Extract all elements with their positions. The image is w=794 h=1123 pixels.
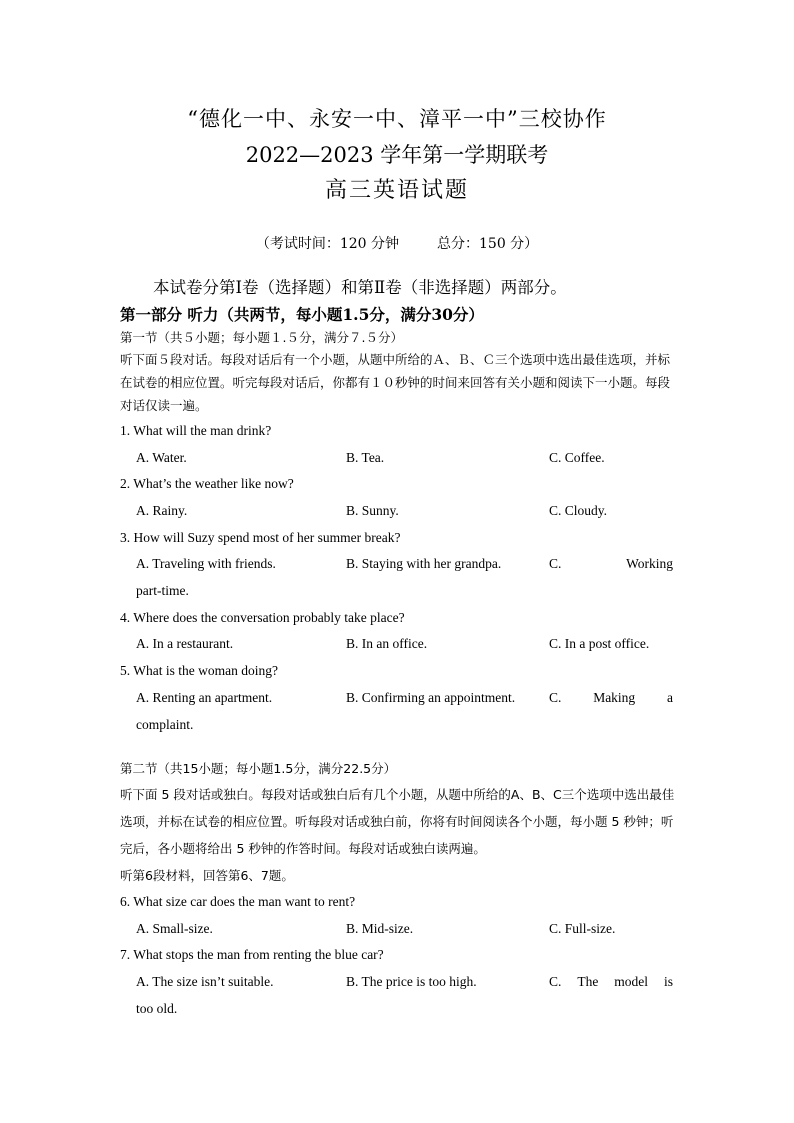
question-7-option-b: B. The price is too high. xyxy=(346,974,477,989)
question-4-option-c: C. In a post office. xyxy=(549,636,650,651)
question-6-option-b: B. Mid-size. xyxy=(346,921,414,936)
question-2-option-c: C. Cloudy. xyxy=(549,503,608,518)
question-3-option-a: A. Traveling with friends. xyxy=(136,556,276,571)
question-5-option-a: A. Renting an apartment. xyxy=(136,690,273,705)
exam-title-schools: “德化一中、永安一中、漳平一中”三校协作 xyxy=(187,107,607,131)
question-2-stem: 2. What’s the weather like now? xyxy=(120,476,294,491)
question-1-option-c: C. Coffee. xyxy=(549,450,605,465)
option-c-word: The xyxy=(577,974,599,989)
option-c-word: is xyxy=(663,974,673,989)
question-7-option-c-continued: too old. xyxy=(136,1001,178,1016)
question-5-option-c-continued: complaint. xyxy=(136,717,194,732)
exam-info xyxy=(0,233,794,253)
question-3-option-c-continued: part-time. xyxy=(136,583,189,598)
part1-heading: 第一部分 听力（共两节，每小题1.5分，满分30分） xyxy=(120,305,484,324)
exam-total-score: 总分：150 分） xyxy=(437,236,539,252)
option-c-word: model xyxy=(614,974,649,989)
question-1-option-a: A. Water. xyxy=(136,450,187,465)
paper-intro: 本试卷分第Ⅰ卷（选择题）和第Ⅱ卷（非选择题）两部分。 xyxy=(153,278,567,297)
option-c-word: a xyxy=(666,690,673,705)
section2-instructions: 听下面 5 段对话或独白。每段对话或独白后有几个小题，从题中所给的A、B、C三个选项中选出最佳选项，并标在试卷的相应位置。听每段对话或独白前，你将有时间阅读各个小题，每小题 5 秒钟；听完后，各小题将给出 5 秒钟的作答时间。每段对话或独白读两遍。 xyxy=(120,787,675,856)
section2-heading: 第二节（共15小题；每小题1.5分，满分22.5分） xyxy=(120,761,397,776)
option-c-text: Working xyxy=(626,556,673,571)
question-7-stem: 7. What stops the man from renting the blue car? xyxy=(120,947,384,962)
question-6-stem: 6. What size car does the man want to rent? xyxy=(120,894,356,909)
question-7-option-a: A. The size isn’t suitable. xyxy=(136,974,274,989)
exam-time: （考试时间：120 分钟 xyxy=(255,236,399,252)
question-3-option-b: B. Staying with her grandpa. xyxy=(346,556,502,571)
option-c-letter: C. xyxy=(549,690,562,705)
question-1-stem: 1. What will the man drink? xyxy=(120,423,272,438)
exam-title-subject: 高三英语试题 xyxy=(324,178,469,203)
question-4-stem: 4. Where does the conversation probably take place? xyxy=(120,610,405,625)
question-1-option-b: B. Tea. xyxy=(346,450,385,465)
question-4-option-b: B. In an office. xyxy=(346,636,428,651)
question-7-option-c xyxy=(549,974,673,990)
section1-instructions: 听下面５段对话。每段对话后有一个小题，从题中所给的Ａ、Ｂ、Ｃ三个选项中选出最佳选项，并标在试卷的相应位置。听完每段对话后，你都有１０秒钟的时间来回答有关小题和阅读下一小题。每段对话仅读一遍。 xyxy=(120,352,671,413)
option-c-letter: C. xyxy=(549,556,562,571)
section1-heading: 第一节（共５小题；每小题１.５分，满分７.５分） xyxy=(120,330,403,345)
question-2-option-a: A. Rainy. xyxy=(136,503,188,518)
question-5-option-b: B. Confirming an appointment. xyxy=(346,690,516,705)
question-4-option-a: A. In a restaurant. xyxy=(136,636,234,651)
question-5-stem: 5. What is the woman doing? xyxy=(120,663,278,678)
section2-material-note: 听第6段材料，回答第6、7题。 xyxy=(120,868,294,883)
option-c-letter: C. xyxy=(549,974,562,989)
question-5-option-c xyxy=(549,690,673,706)
question-6-option-a: A. Small-size. xyxy=(136,921,213,936)
option-c-word: Making xyxy=(593,690,636,705)
question-3-option-c xyxy=(549,556,673,572)
question-6-option-c: C. Full-size. xyxy=(549,921,616,936)
question-3-stem: 3. How will Suzy spend most of her summer break? xyxy=(120,530,401,545)
exam-title-term: 2022—2023 学年第一学期联考 xyxy=(245,143,549,167)
question-2-option-b: B. Sunny. xyxy=(346,503,399,518)
